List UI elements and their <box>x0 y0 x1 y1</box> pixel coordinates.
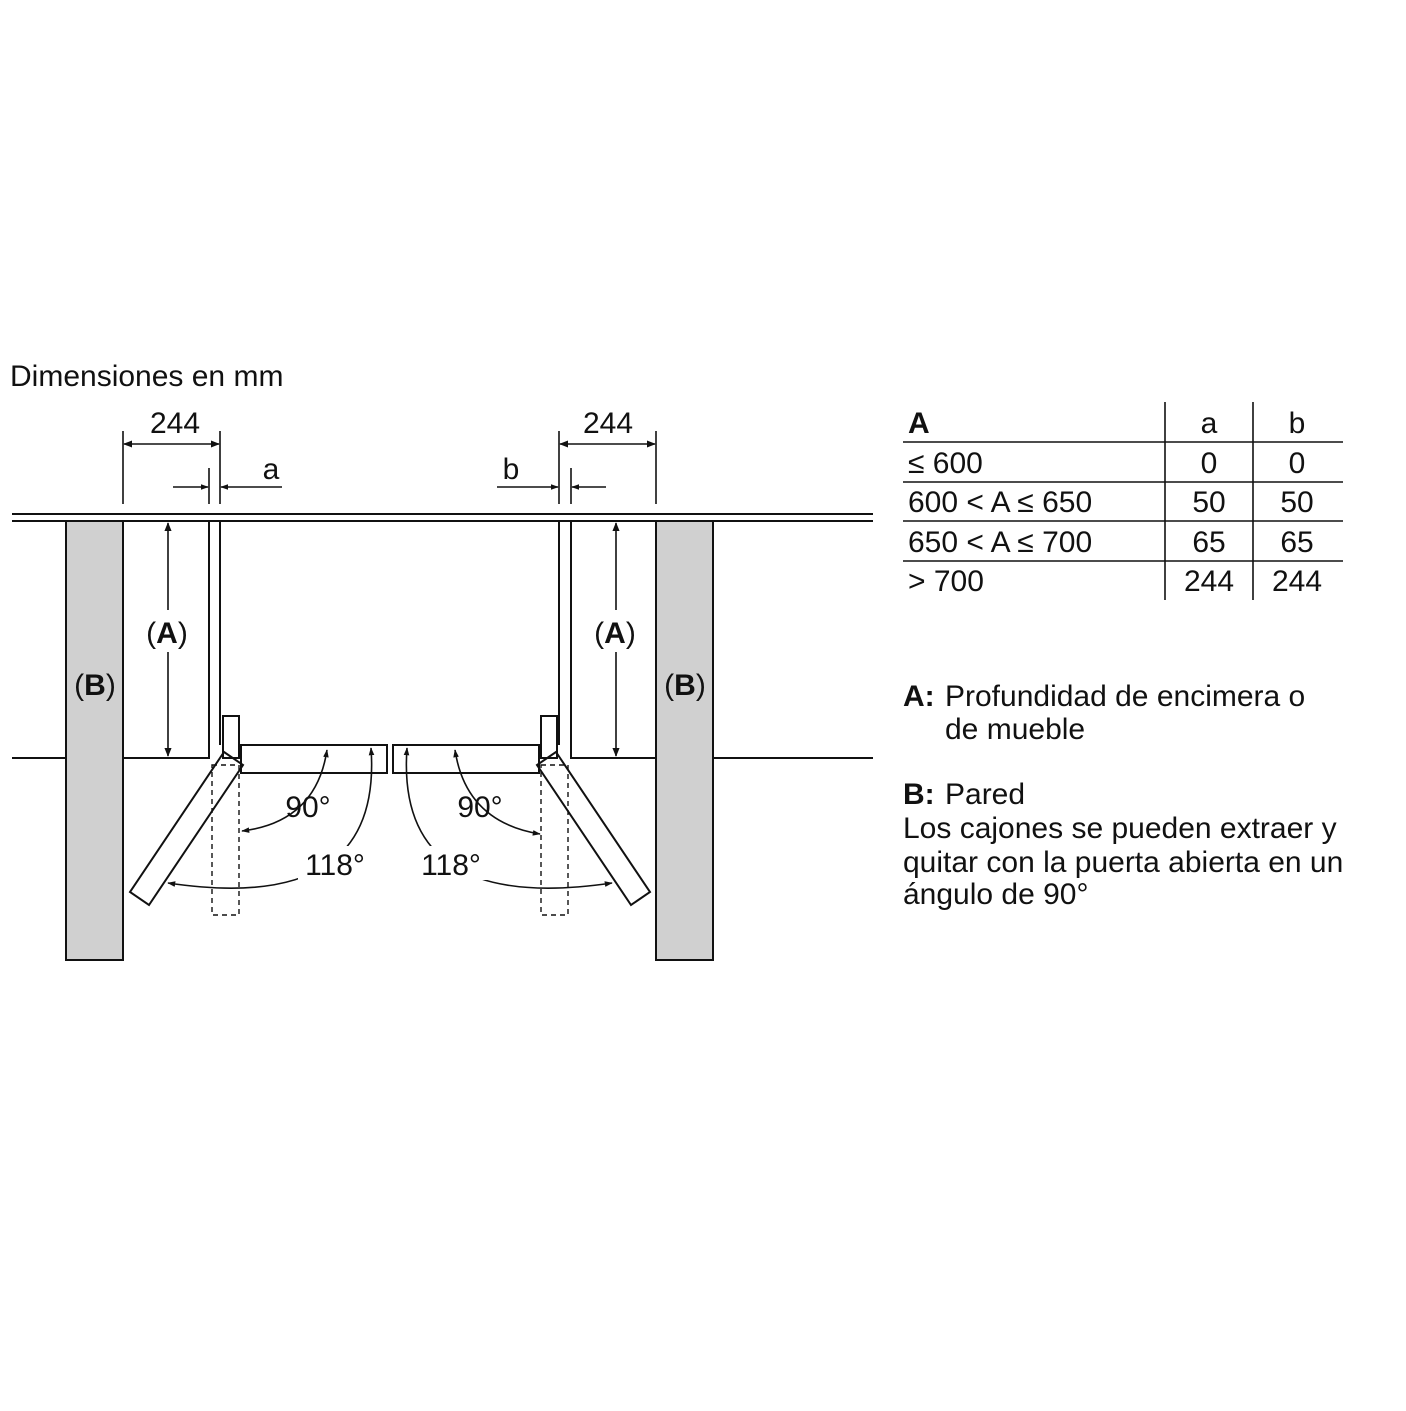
door-left-open <box>130 752 243 905</box>
clearance-table <box>903 402 1343 600</box>
table-row-3-a: 65 <box>1192 526 1226 559</box>
table-header-a: a <box>1200 407 1218 440</box>
diagram-title: Dimensiones en mm <box>10 360 284 393</box>
door-right-90-outline <box>541 765 568 915</box>
angle-90-left-label: 90° <box>285 791 331 824</box>
legend-note-line1: Los cajones se pueden extraer y <box>903 812 1337 845</box>
legend-note-line2: quitar con la puerta abierta en un <box>903 846 1344 879</box>
table-row-2-b: 50 <box>1280 486 1314 519</box>
legend-a-line2: de mueble <box>945 713 1086 746</box>
depth-A-left-label: (A) <box>146 617 188 650</box>
table-row-4-b: 244 <box>1271 565 1323 598</box>
gap-a-label: a <box>262 453 280 486</box>
legend-a-line1: Profundidad de encimera o <box>945 680 1306 713</box>
legend-b-text: Pared <box>945 778 1026 811</box>
wall-B-right-label: (B) <box>664 669 706 702</box>
table-row-2-range: 600 < A ≤ 650 <box>908 486 1093 519</box>
door-left-90-outline <box>212 765 239 915</box>
gap-b-label: b <box>502 453 520 486</box>
angle-90-right-label: 90° <box>457 791 503 824</box>
legend <box>903 680 1343 911</box>
table-row-1-a: 0 <box>1200 447 1218 480</box>
legend-b-key: B: <box>903 778 935 811</box>
angle-118-left-label: 118° <box>305 849 365 882</box>
appliance-body <box>220 521 559 745</box>
drawer-right <box>393 745 539 773</box>
table-row-3-range: 650 < A ≤ 700 <box>908 526 1093 559</box>
table-row-2-a: 50 <box>1192 486 1226 519</box>
door-right-open <box>537 752 650 905</box>
hinge-right <box>541 716 557 758</box>
table-row-1-range: ≤ 600 <box>908 447 983 480</box>
legend-note-line3: ángulo de 90° <box>903 878 1089 911</box>
table-row-4-a: 244 <box>1183 565 1235 598</box>
legend-a-key: A: <box>903 680 935 713</box>
wall-right <box>656 521 713 960</box>
wall-left <box>66 521 123 960</box>
table-header-A: A <box>908 407 930 440</box>
table-header-b: b <box>1288 407 1306 440</box>
dim-244-right-label: 244 <box>582 407 634 440</box>
table-row-3-b: 65 <box>1280 526 1314 559</box>
drawer-left <box>241 745 387 773</box>
wall-B-left-label: (B) <box>74 669 116 702</box>
table-row-1-b: 0 <box>1288 447 1306 480</box>
depth-A-right-label: (A) <box>594 617 636 650</box>
angle-118-right-label: 118° <box>421 849 481 882</box>
dim-244-left-label: 244 <box>149 407 201 440</box>
hinge-left <box>223 716 239 758</box>
table-row-4-range: > 700 <box>908 565 984 598</box>
